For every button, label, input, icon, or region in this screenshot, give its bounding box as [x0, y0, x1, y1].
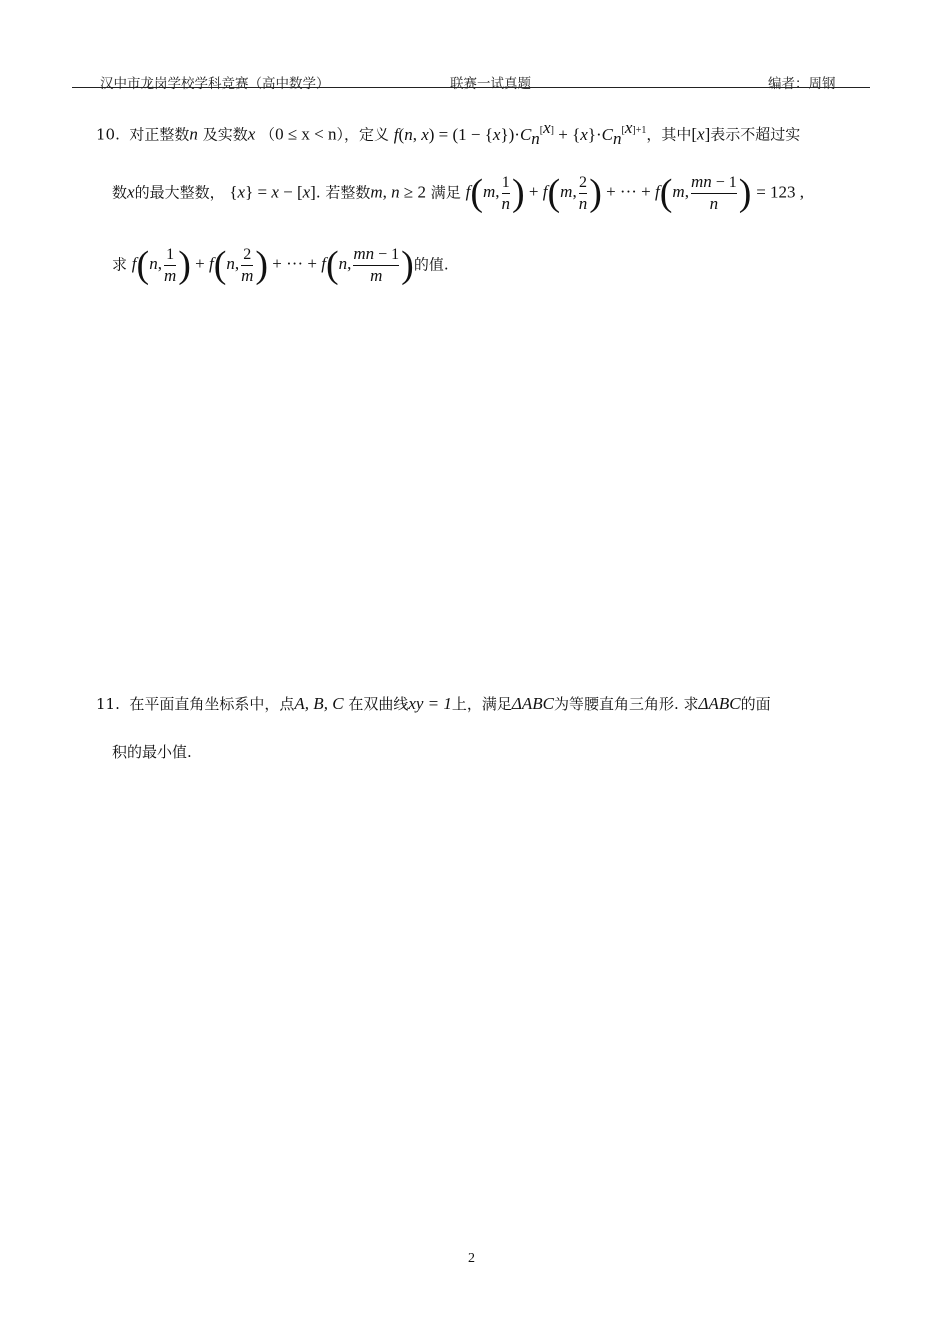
- problem10-line1: 10. 对正整数n 及实数x （0 ≤ x < n），定义 f(n, $x) = (1 - \{x\})\cdot C_n[x] + \{x\}\cdot C_n^{[x]+1}$，其中[x]表示不超过实: [96, 118, 801, 149]
- header-rule: [72, 87, 870, 88]
- header-school: 汉中市龙岗学校学科竞赛（高中数学）: [100, 76, 330, 92]
- header-title: 联赛一试真题: [450, 76, 531, 92]
- header-author: 编者：周钢: [768, 76, 836, 92]
- target-sum: f(n, $\frac{1}{m}$ ) + f(n, $\frac{2}{m}$ ) + ··· + f(n, $\frac{mn - 1}{m}$ ): [131, 244, 414, 287]
- fractional-part-def: {x} = x − [x]: [229, 182, 316, 202]
- page-number: 2: [468, 1251, 475, 1266]
- problem10-line2: 数x的最大整数， {x} = x − [x]. 若整数m, n ≥ 2 满足 f(m, $\frac{1}{n}$ ) + f(m, $\frac{2}{n}$ ) + ··· + f(m, $\frac{mn - 1}{n}$ ) = 123 ,: [112, 172, 805, 215]
- definition-formula: f(n, $x) = (1 - \{x\})\cdot C_n[x] + \{x\}\cdot C_n^{[x]+1}$: [393, 118, 647, 149]
- problem11-line2: 积的最小值.: [112, 743, 192, 761]
- problem11-line1: 11. 在平面直角坐标系中，点A, B, C 在双曲线xy = 1上，满足ΔABC为等腰直角三角形. 求ΔABC的面: [96, 694, 771, 713]
- condition-sum: f(m, $\frac{1}{n}$ ) + f(m, $\frac{2}{n}$ ) + ··· + f(m, $\frac{mn - 1}{n}$ ): [465, 172, 752, 215]
- problem10-number: 10.: [96, 125, 120, 144]
- problem11-number: 11.: [96, 695, 120, 713]
- problem10-line3: 求 f(n, $\frac{1}{m}$ ) + f(n, $\frac{2}{m}$ ) + ··· + f(n, $\frac{mn - 1}{m}$ )的值.: [112, 244, 449, 287]
